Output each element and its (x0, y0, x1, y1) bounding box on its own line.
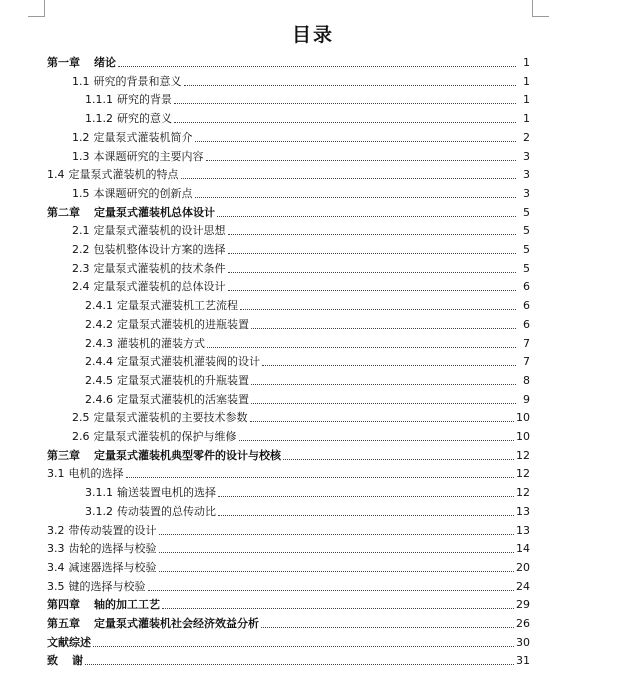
toc-entry[interactable] (85, 295, 530, 313)
toc-entry[interactable] (72, 258, 530, 276)
toc-entry[interactable] (47, 445, 530, 463)
toc-entry-title: 本课题研究的主要内容 (93, 150, 204, 163)
toc-dot-leader (251, 384, 516, 385)
toc-entry-title: 定量泵式灌装机简介 (93, 131, 193, 144)
toc-entry[interactable] (85, 482, 530, 500)
toc-entry-title: 定量泵式灌装机的设计思想 (93, 224, 226, 237)
toc-entry-title: 定量泵式灌装机总体设计 (94, 206, 215, 219)
toc-entry-title: 本课题研究的创新点 (93, 187, 193, 200)
toc-entry-title: 齿轮的选择与校验 (68, 542, 157, 555)
toc-entry[interactable] (85, 314, 530, 332)
toc-entry-title: 研究的意义 (117, 112, 172, 125)
toc-entry-page: 12 (516, 467, 530, 480)
toc-dot-leader (228, 253, 517, 254)
toc-entry-page: 12 (516, 486, 530, 499)
toc-entry-number: 3.1 (47, 467, 65, 480)
toc-entry[interactable] (72, 146, 530, 164)
toc-entry-page: 10 (516, 411, 530, 424)
toc-entry-title: 定量泵式灌装机的进瓶装置 (117, 318, 249, 331)
toc-entry[interactable] (85, 501, 530, 519)
toc-entry-page: 13 (516, 505, 530, 518)
toc-entry-number: 1.1.2 (85, 112, 113, 125)
toc-entry-page: 3 (523, 168, 530, 181)
toc-entry-title: 包装机整体设计方案的选择 (93, 243, 226, 256)
toc-entry-page: 12 (516, 449, 530, 462)
toc-entry[interactable] (72, 183, 530, 201)
toc-entry-title: 定量泵式灌装机的活塞装置 (117, 393, 249, 406)
toc-entry-page: 7 (523, 355, 530, 368)
toc-dot-leader (181, 178, 517, 179)
toc-entry-page: 20 (516, 561, 530, 574)
toc-dot-leader (148, 590, 515, 591)
toc-entry[interactable] (47, 576, 530, 594)
toc-entry-title: 定量泵式灌装机的特点 (68, 168, 179, 181)
toc-dot-leader (228, 272, 517, 273)
toc-entry-page: 2 (523, 131, 530, 144)
toc-entry[interactable] (72, 220, 530, 238)
toc-entry-page: 30 (516, 636, 530, 649)
toc-entry-number: 2.4.6 (85, 393, 113, 406)
toc-entry[interactable] (85, 108, 530, 126)
toc-dot-leader (217, 216, 516, 217)
toc-entry-title: 谢 (72, 654, 83, 667)
toc-entry-page: 3 (523, 150, 530, 163)
toc-dot-leader (251, 328, 516, 329)
toc-entry-page: 5 (523, 206, 530, 219)
toc-dot-leader (159, 571, 515, 572)
toc-dot-leader (126, 477, 515, 478)
toc-entry[interactable] (85, 370, 530, 388)
toc-entry-page: 31 (516, 654, 530, 667)
toc-entry-page: 8 (523, 374, 530, 387)
toc-dot-leader (159, 534, 515, 535)
toc-entry-title: 传动装置的总传动比 (117, 505, 216, 518)
toc-entry[interactable] (47, 538, 530, 556)
toc-entry-number: 2.4.1 (85, 299, 113, 312)
toc-entry-number: 第五章 (47, 617, 80, 630)
toc-entry-title: 研究的背景和意义 (93, 75, 182, 88)
toc-entry-title: 定量泵式灌装机工艺流程 (117, 299, 238, 312)
toc-entry-title: 定量泵式灌装机典型零件的设计与校核 (94, 449, 281, 462)
toc-dot-leader (218, 515, 514, 516)
toc-dot-leader (93, 646, 514, 647)
toc-entry-number: 第三章 (47, 449, 80, 462)
toc-dot-leader (195, 197, 517, 198)
toc-entry-page: 6 (523, 318, 530, 331)
toc-entry-title: 电机的选择 (68, 467, 124, 480)
toc-entry[interactable] (47, 594, 530, 612)
toc-dot-leader (85, 664, 514, 665)
toc-entry-number: 第二章 (47, 206, 80, 219)
toc-entry-title: 键的选择与校验 (68, 580, 146, 593)
toc-entry-number: 3.5 (47, 580, 65, 593)
toc-dot-leader (261, 627, 514, 628)
toc-entry-number: 2.2 (72, 243, 90, 256)
toc-entry-page: 5 (523, 224, 530, 237)
toc-dot-leader (240, 309, 516, 310)
toc-entry-title: 研究的背景 (117, 93, 172, 106)
toc-entry-title: 定量泵式灌装机的保护与维修 (93, 430, 237, 443)
toc-entry[interactable] (72, 276, 530, 294)
page-corner-mark-left (28, 0, 45, 17)
toc-entry-number: 2.5 (72, 411, 90, 424)
toc-entry[interactable] (47, 613, 530, 631)
toc-entry[interactable] (47, 650, 530, 668)
toc-entry-number: 2.1 (72, 224, 90, 237)
toc-entry-page: 5 (523, 243, 530, 256)
toc-dot-leader (228, 234, 517, 235)
toc-entry-number: 1.4 (47, 168, 65, 181)
toc-entry[interactable] (72, 407, 530, 425)
toc-entry-title: 定量泵式灌装机的主要技术参数 (93, 411, 248, 424)
toc-entry-number: 3.1.1 (85, 486, 113, 499)
toc-entry-number: 1.5 (72, 187, 90, 200)
toc-entry[interactable] (85, 389, 530, 407)
toc-dot-leader (207, 347, 516, 348)
toc-entry-page: 6 (523, 299, 530, 312)
toc-entry-number: 1.3 (72, 150, 90, 163)
toc-entry[interactable] (72, 426, 530, 444)
toc-dot-leader (262, 365, 516, 366)
toc-dot-leader (251, 403, 516, 404)
toc-entry-title: 文献综述 (47, 636, 91, 649)
toc-entry-page: 9 (523, 393, 530, 406)
toc-entry-number: 2.4.2 (85, 318, 113, 331)
toc-entry[interactable] (47, 164, 530, 182)
toc-entry[interactable] (85, 351, 530, 369)
toc-entry[interactable] (85, 333, 530, 351)
toc-entry-title: 定量泵式灌装机社会经济效益分析 (94, 617, 259, 630)
toc-entry[interactable] (47, 520, 530, 538)
toc-entry-number: 2.4.3 (85, 337, 113, 350)
toc-entry-number: 2.4 (72, 280, 90, 293)
toc-dot-leader (239, 440, 515, 441)
toc-entry-title: 定量泵式灌装机灌装阀的设计 (117, 355, 260, 368)
toc-entry[interactable] (47, 52, 530, 70)
toc-entry[interactable] (47, 463, 530, 481)
toc-entry-title: 轴的加工工艺 (94, 598, 160, 611)
toc-entry-page: 5 (523, 262, 530, 275)
toc-dot-leader (250, 421, 515, 422)
toc-entry-title: 带传动装置的设计 (68, 524, 157, 537)
toc-entry-title: 输送装置电机的选择 (117, 486, 216, 499)
toc-entry-number: 致 (47, 654, 58, 667)
toc-title: 目录 (291, 24, 334, 46)
toc-entry-page: 10 (516, 430, 530, 443)
toc-dot-leader (218, 496, 514, 497)
toc-entry-page: 24 (516, 580, 530, 593)
toc-entry[interactable] (72, 239, 530, 257)
toc-entry-number: 3.2 (47, 524, 65, 537)
toc-dot-leader (118, 66, 516, 67)
page-corner-mark-right (532, 0, 549, 17)
toc-entry[interactable] (72, 71, 530, 89)
toc-entry-number: 3.3 (47, 542, 65, 555)
toc-dot-leader (174, 122, 516, 123)
toc-entry-page: 14 (516, 542, 530, 555)
toc-entry-page: 1 (523, 112, 530, 125)
toc-entry-title: 定量泵式灌装机的技术条件 (93, 262, 226, 275)
toc-entry-page: 3 (523, 187, 530, 200)
toc-dot-leader (195, 141, 517, 142)
toc-entry-page: 7 (523, 337, 530, 350)
toc-entry-number: 1.1.1 (85, 93, 113, 106)
toc-entry-page: 6 (523, 280, 530, 293)
toc-entry-page: 13 (516, 524, 530, 537)
toc-dot-leader (206, 160, 517, 161)
toc-entry[interactable] (47, 632, 530, 650)
toc-entry-number: 1.1 (72, 75, 90, 88)
toc-entry[interactable] (72, 127, 530, 145)
toc-dot-leader (184, 85, 517, 86)
toc-entry-page: 1 (523, 56, 530, 69)
toc-entry-title: 定量泵式灌装机的总体设计 (93, 280, 226, 293)
toc-entry[interactable] (47, 557, 530, 575)
toc-entry-page: 26 (516, 617, 530, 630)
toc-entry-title: 减速器选择与校验 (68, 561, 157, 574)
toc-entry-title: 灌装机的灌装方式 (117, 337, 205, 350)
toc-entry-number: 2.4.4 (85, 355, 113, 368)
toc-dot-leader (228, 290, 517, 291)
toc-entry-title: 定量泵式灌装机的升瓶装置 (117, 374, 249, 387)
toc-entry-page: 1 (523, 93, 530, 106)
toc-entry-title: 绪论 (94, 56, 116, 69)
toc-entry-page: 1 (523, 75, 530, 88)
toc-entry-number: 3.4 (47, 561, 65, 574)
toc-entry[interactable] (47, 202, 530, 220)
toc-entry[interactable] (85, 89, 530, 107)
toc-entry-number: 2.3 (72, 262, 90, 275)
toc-entry-number: 1.2 (72, 131, 90, 144)
toc-entry-number: 第四章 (47, 598, 80, 611)
toc-entry-page: 29 (516, 598, 530, 611)
toc-dot-leader (162, 608, 514, 609)
toc-entry-number: 2.4.5 (85, 374, 113, 387)
toc-entry-number: 第一章 (47, 56, 80, 69)
toc-entry-number: 3.1.2 (85, 505, 113, 518)
toc-dot-leader (283, 459, 514, 460)
toc-dot-leader (174, 103, 516, 104)
toc-entry-number: 2.6 (72, 430, 90, 443)
toc-dot-leader (159, 552, 515, 553)
